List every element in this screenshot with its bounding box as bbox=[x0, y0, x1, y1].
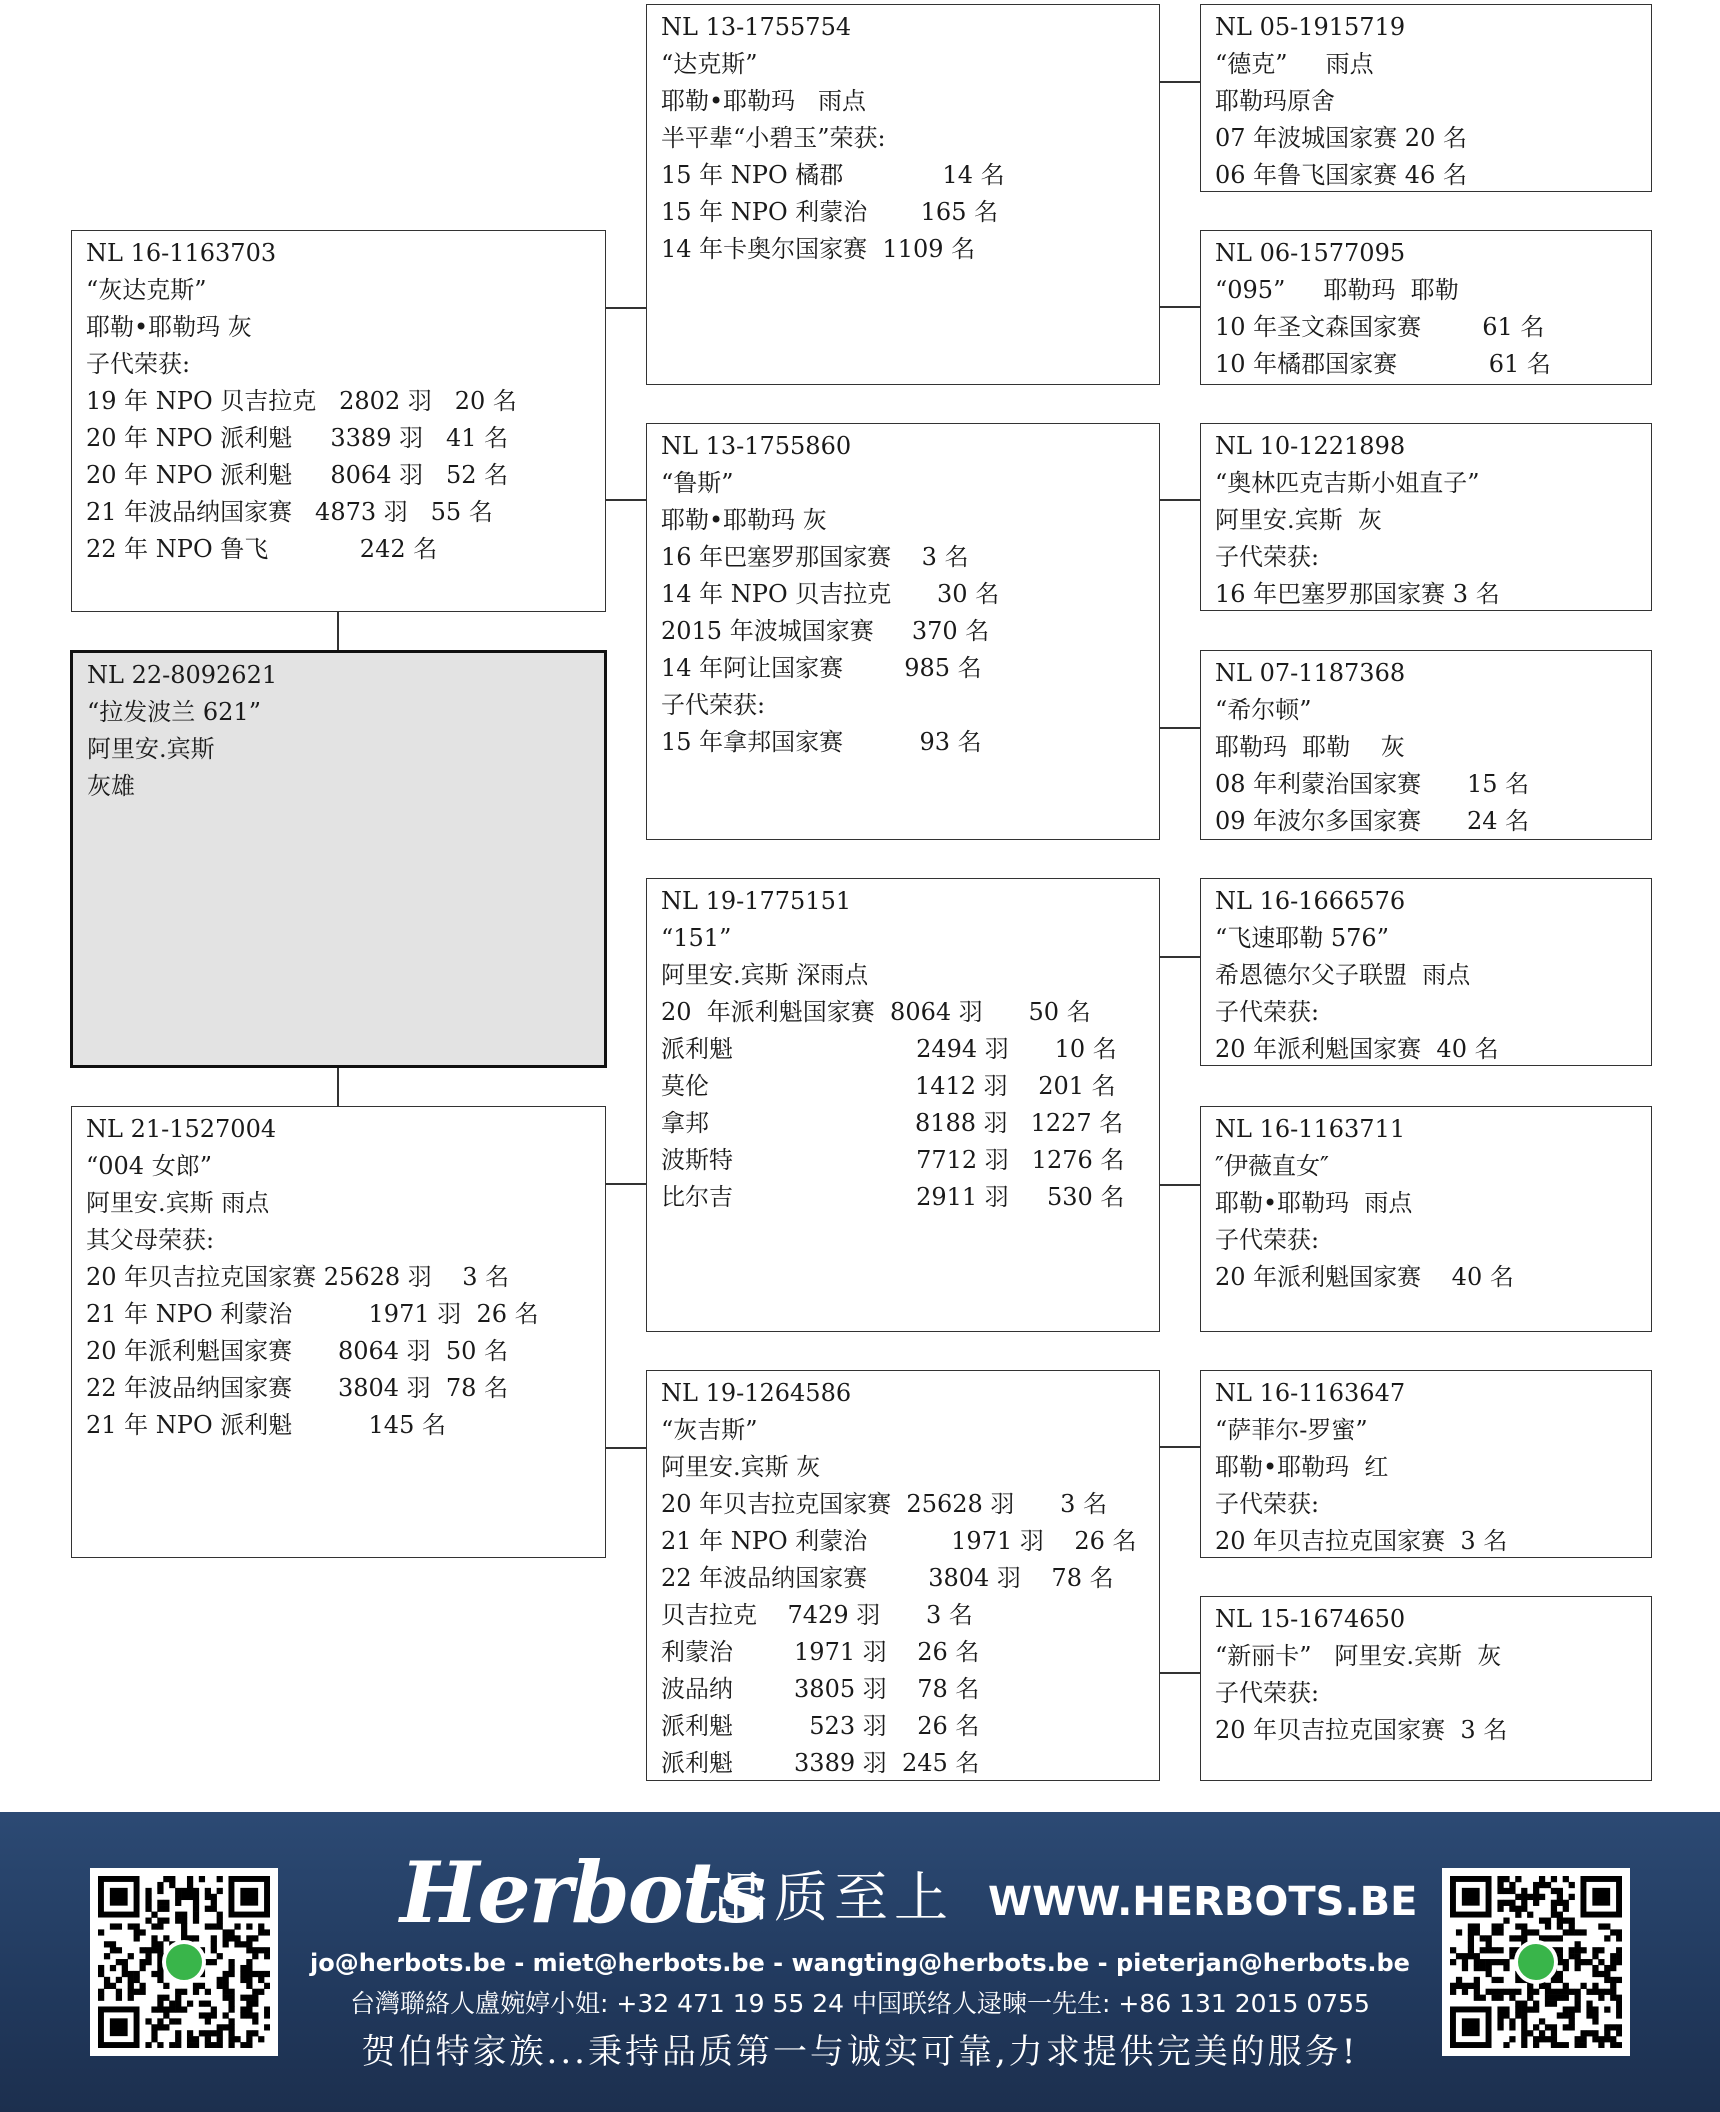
connector bbox=[337, 612, 339, 650]
ring-number: NL 13-1755860 bbox=[661, 432, 852, 460]
bird-name: “灰达克斯” bbox=[86, 276, 207, 304]
connector bbox=[605, 307, 647, 309]
pedigree-line: 06 年鲁飞国家赛 46 名 bbox=[1215, 161, 1467, 189]
pedigree-line: 耶勒•耶勒玛 雨点 bbox=[661, 87, 867, 115]
pedigree-line: 子代荣获: bbox=[1215, 1226, 1320, 1254]
bird-name: “希尔顿” bbox=[1215, 696, 1312, 724]
pedigree-box-sire bbox=[71, 230, 606, 612]
pedigree-line: 贝吉拉克 7429 羽 3 名 bbox=[661, 1601, 973, 1629]
ring-number: NL 22-8092621 bbox=[87, 661, 278, 689]
pedigree-box-dam-sire bbox=[646, 878, 1160, 1332]
pedigree-line: 耶勒•耶勒玛 雨点 bbox=[1215, 1189, 1413, 1217]
pedigree-line: 利蒙治 1971 羽 26 名 bbox=[661, 1638, 980, 1666]
pedigree-box-dam-dam bbox=[646, 1370, 1160, 1781]
bird-name: “奥林匹克吉斯小姐直子” bbox=[1215, 469, 1480, 497]
pedigree-line: 21 年 NPO 派利魁 145 名 bbox=[86, 1411, 446, 1439]
pedigree-line: 耶勒•耶勒玛 灰 bbox=[661, 506, 827, 534]
pedigree-line: 19 年 NPO 贝吉拉克 2802 羽 20 名 bbox=[86, 387, 517, 415]
pedigree-line: 派利魁 2494 羽 10 名 bbox=[661, 1035, 1117, 1063]
pedigree-line: 20 年贝吉拉克国家赛 3 名 bbox=[1215, 1527, 1508, 1555]
pedigree-line: 20 年派利魁国家赛 8064 羽 50 名 bbox=[661, 998, 1091, 1026]
bird-name: ″伊薇直女″ bbox=[1215, 1152, 1329, 1180]
ring-number: NL 10-1221898 bbox=[1215, 432, 1406, 460]
pedigree-line: 15 年 NPO 橘郡 14 名 bbox=[661, 161, 1005, 189]
pedigree-line: 16 年巴塞罗那国家赛 3 名 bbox=[1215, 580, 1500, 608]
pedigree-line: 子代荣获: bbox=[86, 350, 191, 378]
ring-number: NL 06-1577095 bbox=[1215, 239, 1406, 267]
pedigree-line: 耶勒•耶勒玛 灰 bbox=[86, 313, 252, 341]
ring-number: NL 05-1915719 bbox=[1215, 13, 1406, 41]
pedigree-line: 20 年派利魁国家赛 40 名 bbox=[1215, 1035, 1499, 1063]
pedigree-line: 派利魁 3389 羽 245 名 bbox=[661, 1749, 980, 1777]
pedigree-line: 07 年波城国家赛 20 名 bbox=[1215, 124, 1467, 152]
bird-name: “飞速耶勒 576” bbox=[1215, 924, 1389, 952]
pedigree-line: 阿里安.宾斯 雨点 bbox=[86, 1189, 270, 1217]
pedigree-box-dam bbox=[71, 1106, 606, 1558]
qr-code-wechat[interactable] bbox=[1442, 1868, 1630, 2056]
pedigree-box-ggp2 bbox=[1200, 230, 1652, 385]
pedigree-line: 阿里安.宾斯 bbox=[87, 735, 215, 763]
bird-name: “达克斯” bbox=[661, 50, 758, 78]
pedigree-line: 20 年贝吉拉克国家赛 3 名 bbox=[1215, 1716, 1508, 1744]
bird-name: “095” 耶勒玛 耶勒 bbox=[1215, 276, 1459, 304]
bird-name: “萨菲尔-罗蜜” bbox=[1215, 1416, 1368, 1444]
connector bbox=[1159, 956, 1201, 958]
brand-logo: Herbots bbox=[400, 1843, 764, 1942]
ring-number: NL 16-1163647 bbox=[1215, 1379, 1406, 1407]
contact-phones: 台灣聯絡人盧婉婷小姐: +32 471 19 55 24 中国联络人逯暕一先生: +86 131 2015 0755 bbox=[350, 1989, 1370, 2018]
pedigree-line: 21 年 NPO 利蒙治 1971 羽 26 名 bbox=[661, 1527, 1137, 1555]
connector bbox=[1159, 727, 1201, 729]
bird-name: “鲁斯” bbox=[661, 469, 734, 497]
pedigree-line: 比尔吉 2911 羽 530 名 bbox=[661, 1183, 1125, 1211]
bird-name: “004 女郎” bbox=[86, 1152, 212, 1180]
pedigree-line: 其父母荣获: bbox=[86, 1226, 215, 1254]
connector bbox=[1159, 1184, 1201, 1186]
pedigree-line: 子代荣获: bbox=[1215, 998, 1320, 1026]
footer-banner bbox=[0, 1812, 1720, 2112]
connector bbox=[1159, 306, 1201, 308]
pedigree-line: 22 年波品纳国家赛 3804 羽 78 名 bbox=[86, 1374, 509, 1402]
connector bbox=[605, 499, 647, 501]
pedigree-box-ggp8 bbox=[1200, 1596, 1652, 1781]
pedigree-line: 09 年波尔多国家赛 24 名 bbox=[1215, 807, 1530, 835]
pedigree-box-sire-sire bbox=[646, 4, 1160, 385]
pedigree-box-ggp7 bbox=[1200, 1370, 1652, 1558]
pedigree-line: 阿里安.宾斯 灰 bbox=[661, 1453, 821, 1481]
pedigree-line: 15 年拿邦国家赛 93 名 bbox=[661, 728, 982, 756]
pedigree-line: 10 年圣文森国家赛 61 名 bbox=[1215, 313, 1545, 341]
ring-number: NL 19-1264586 bbox=[661, 1379, 852, 1407]
connector bbox=[337, 1068, 339, 1106]
pedigree-box-subject bbox=[70, 650, 607, 1068]
pedigree-line: 子代荣获: bbox=[1215, 1490, 1320, 1518]
pedigree-box-ggp1 bbox=[1200, 4, 1652, 192]
ring-number: NL 13-1755754 bbox=[661, 13, 852, 41]
connector bbox=[1159, 81, 1201, 83]
connector bbox=[605, 1447, 647, 1449]
pedigree-box-ggp6 bbox=[1200, 1106, 1652, 1332]
wechat-icon bbox=[1514, 1940, 1558, 1984]
pedigree-line: 灰雄 bbox=[87, 772, 135, 800]
pedigree-line: 16 年巴塞罗那国家赛 3 名 bbox=[661, 543, 969, 571]
ring-number: NL 15-1674650 bbox=[1215, 1605, 1406, 1633]
ring-number: NL 19-1775151 bbox=[661, 887, 852, 915]
ring-number: NL 16-1163711 bbox=[1215, 1115, 1406, 1143]
pedigree-box-ggp3 bbox=[1200, 423, 1652, 611]
pedigree-line: 莫伦 1412 羽 201 名 bbox=[661, 1072, 1116, 1100]
slogan: 品质至上 bbox=[714, 1866, 954, 1929]
connector bbox=[605, 1183, 647, 1185]
bird-name: “新丽卡” 阿里安.宾斯 灰 bbox=[1215, 1642, 1502, 1670]
pedigree-line: 14 年卡奥尔国家赛 1109 名 bbox=[661, 235, 976, 263]
bird-name: “德克” 雨点 bbox=[1215, 50, 1374, 78]
pedigree-line: 子代荣获: bbox=[1215, 1679, 1320, 1707]
pedigree-line: 耶勒玛 耶勒 灰 bbox=[1215, 733, 1405, 761]
pedigree-line: 2015 年波城国家赛 370 名 bbox=[661, 617, 990, 645]
connector bbox=[1159, 1672, 1201, 1674]
pedigree-line: 拿邦 8188 羽 1227 名 bbox=[661, 1109, 1124, 1137]
pedigree-line: 15 年 NPO 利蒙治 165 名 bbox=[661, 198, 999, 226]
bird-name: “拉发波兰 621” bbox=[87, 698, 261, 726]
pedigree-line: 半平辈“小碧玉”荣获: bbox=[661, 124, 886, 152]
pedigree-line: 22 年波品纳国家赛 3804 羽 78 名 bbox=[661, 1564, 1114, 1592]
pedigree-line: 阿里安.宾斯 深雨点 bbox=[661, 961, 869, 989]
pedigree-line: 08 年利蒙治国家赛 15 名 bbox=[1215, 770, 1530, 798]
email-list[interactable]: jo@herbots.be - miet@herbots.be - wangting@herbots.be - pieterjan@herbots.be bbox=[310, 1949, 1410, 1977]
pedigree-line: 10 年橘郡国家赛 61 名 bbox=[1215, 350, 1551, 378]
pedigree-line: 耶勒玛原舍 bbox=[1215, 87, 1335, 115]
ring-number: NL 07-1187368 bbox=[1215, 659, 1406, 687]
pedigree-line: 20 年派利魁国家赛 40 名 bbox=[1215, 1263, 1514, 1291]
pedigree-line: 20 年贝吉拉克国家赛 25628 羽 3 名 bbox=[661, 1490, 1108, 1518]
pedigree-line: 派利魁 523 羽 26 名 bbox=[661, 1712, 980, 1740]
pedigree-line: 22 年 NPO 鲁飞 242 名 bbox=[86, 535, 438, 563]
pedigree-line: 子代荣获: bbox=[1215, 543, 1320, 571]
pedigree-box-sire-dam bbox=[646, 423, 1160, 840]
pedigree-box-ggp5 bbox=[1200, 878, 1652, 1066]
pedigree-line: 20 年 NPO 派利魁 8064 羽 52 名 bbox=[86, 461, 509, 489]
pedigree-line: 20 年贝吉拉克国家赛 25628 羽 3 名 bbox=[86, 1263, 510, 1291]
connector bbox=[1159, 499, 1201, 501]
pedigree-line: 波斯特 7712 羽 1276 名 bbox=[661, 1146, 1125, 1174]
ring-number: NL 16-1163703 bbox=[86, 239, 277, 267]
ring-number: NL 21-1527004 bbox=[86, 1115, 277, 1143]
pedigree-line: 14 年 NPO 贝吉拉克 30 名 bbox=[661, 580, 1000, 608]
pedigree-line: 阿里安.宾斯 灰 bbox=[1215, 506, 1382, 534]
motto: 贺伯特家族...秉持品质第一与诚实可靠,力求提供完美的服务! bbox=[361, 2032, 1359, 2072]
pedigree-line: 20 年派利魁国家赛 8064 羽 50 名 bbox=[86, 1337, 509, 1365]
pedigree-line: 希恩德尔父子联盟 雨点 bbox=[1215, 961, 1471, 989]
connector bbox=[1159, 1446, 1201, 1448]
pedigree-line: 子代荣获: bbox=[661, 691, 766, 719]
ring-number: NL 16-1666576 bbox=[1215, 887, 1406, 915]
website-link[interactable]: WWW.HERBOTS.BE bbox=[988, 1879, 1418, 1925]
pedigree-line: 21 年 NPO 利蒙治 1971 羽 26 名 bbox=[86, 1300, 539, 1328]
pedigree-line: 耶勒•耶勒玛 红 bbox=[1215, 1453, 1389, 1481]
pedigree-line: 20 年 NPO 派利魁 3389 羽 41 名 bbox=[86, 424, 509, 452]
pedigree-box-ggp4 bbox=[1200, 650, 1652, 840]
bird-name: “151” bbox=[661, 924, 732, 952]
pedigree-line: 14 年阿让国家赛 985 名 bbox=[661, 654, 982, 682]
pedigree-line: 21 年波品纳国家赛 4873 羽 55 名 bbox=[86, 498, 493, 526]
bird-name: “灰吉斯” bbox=[661, 1416, 758, 1444]
pedigree-line: 波品纳 3805 羽 78 名 bbox=[661, 1675, 980, 1703]
